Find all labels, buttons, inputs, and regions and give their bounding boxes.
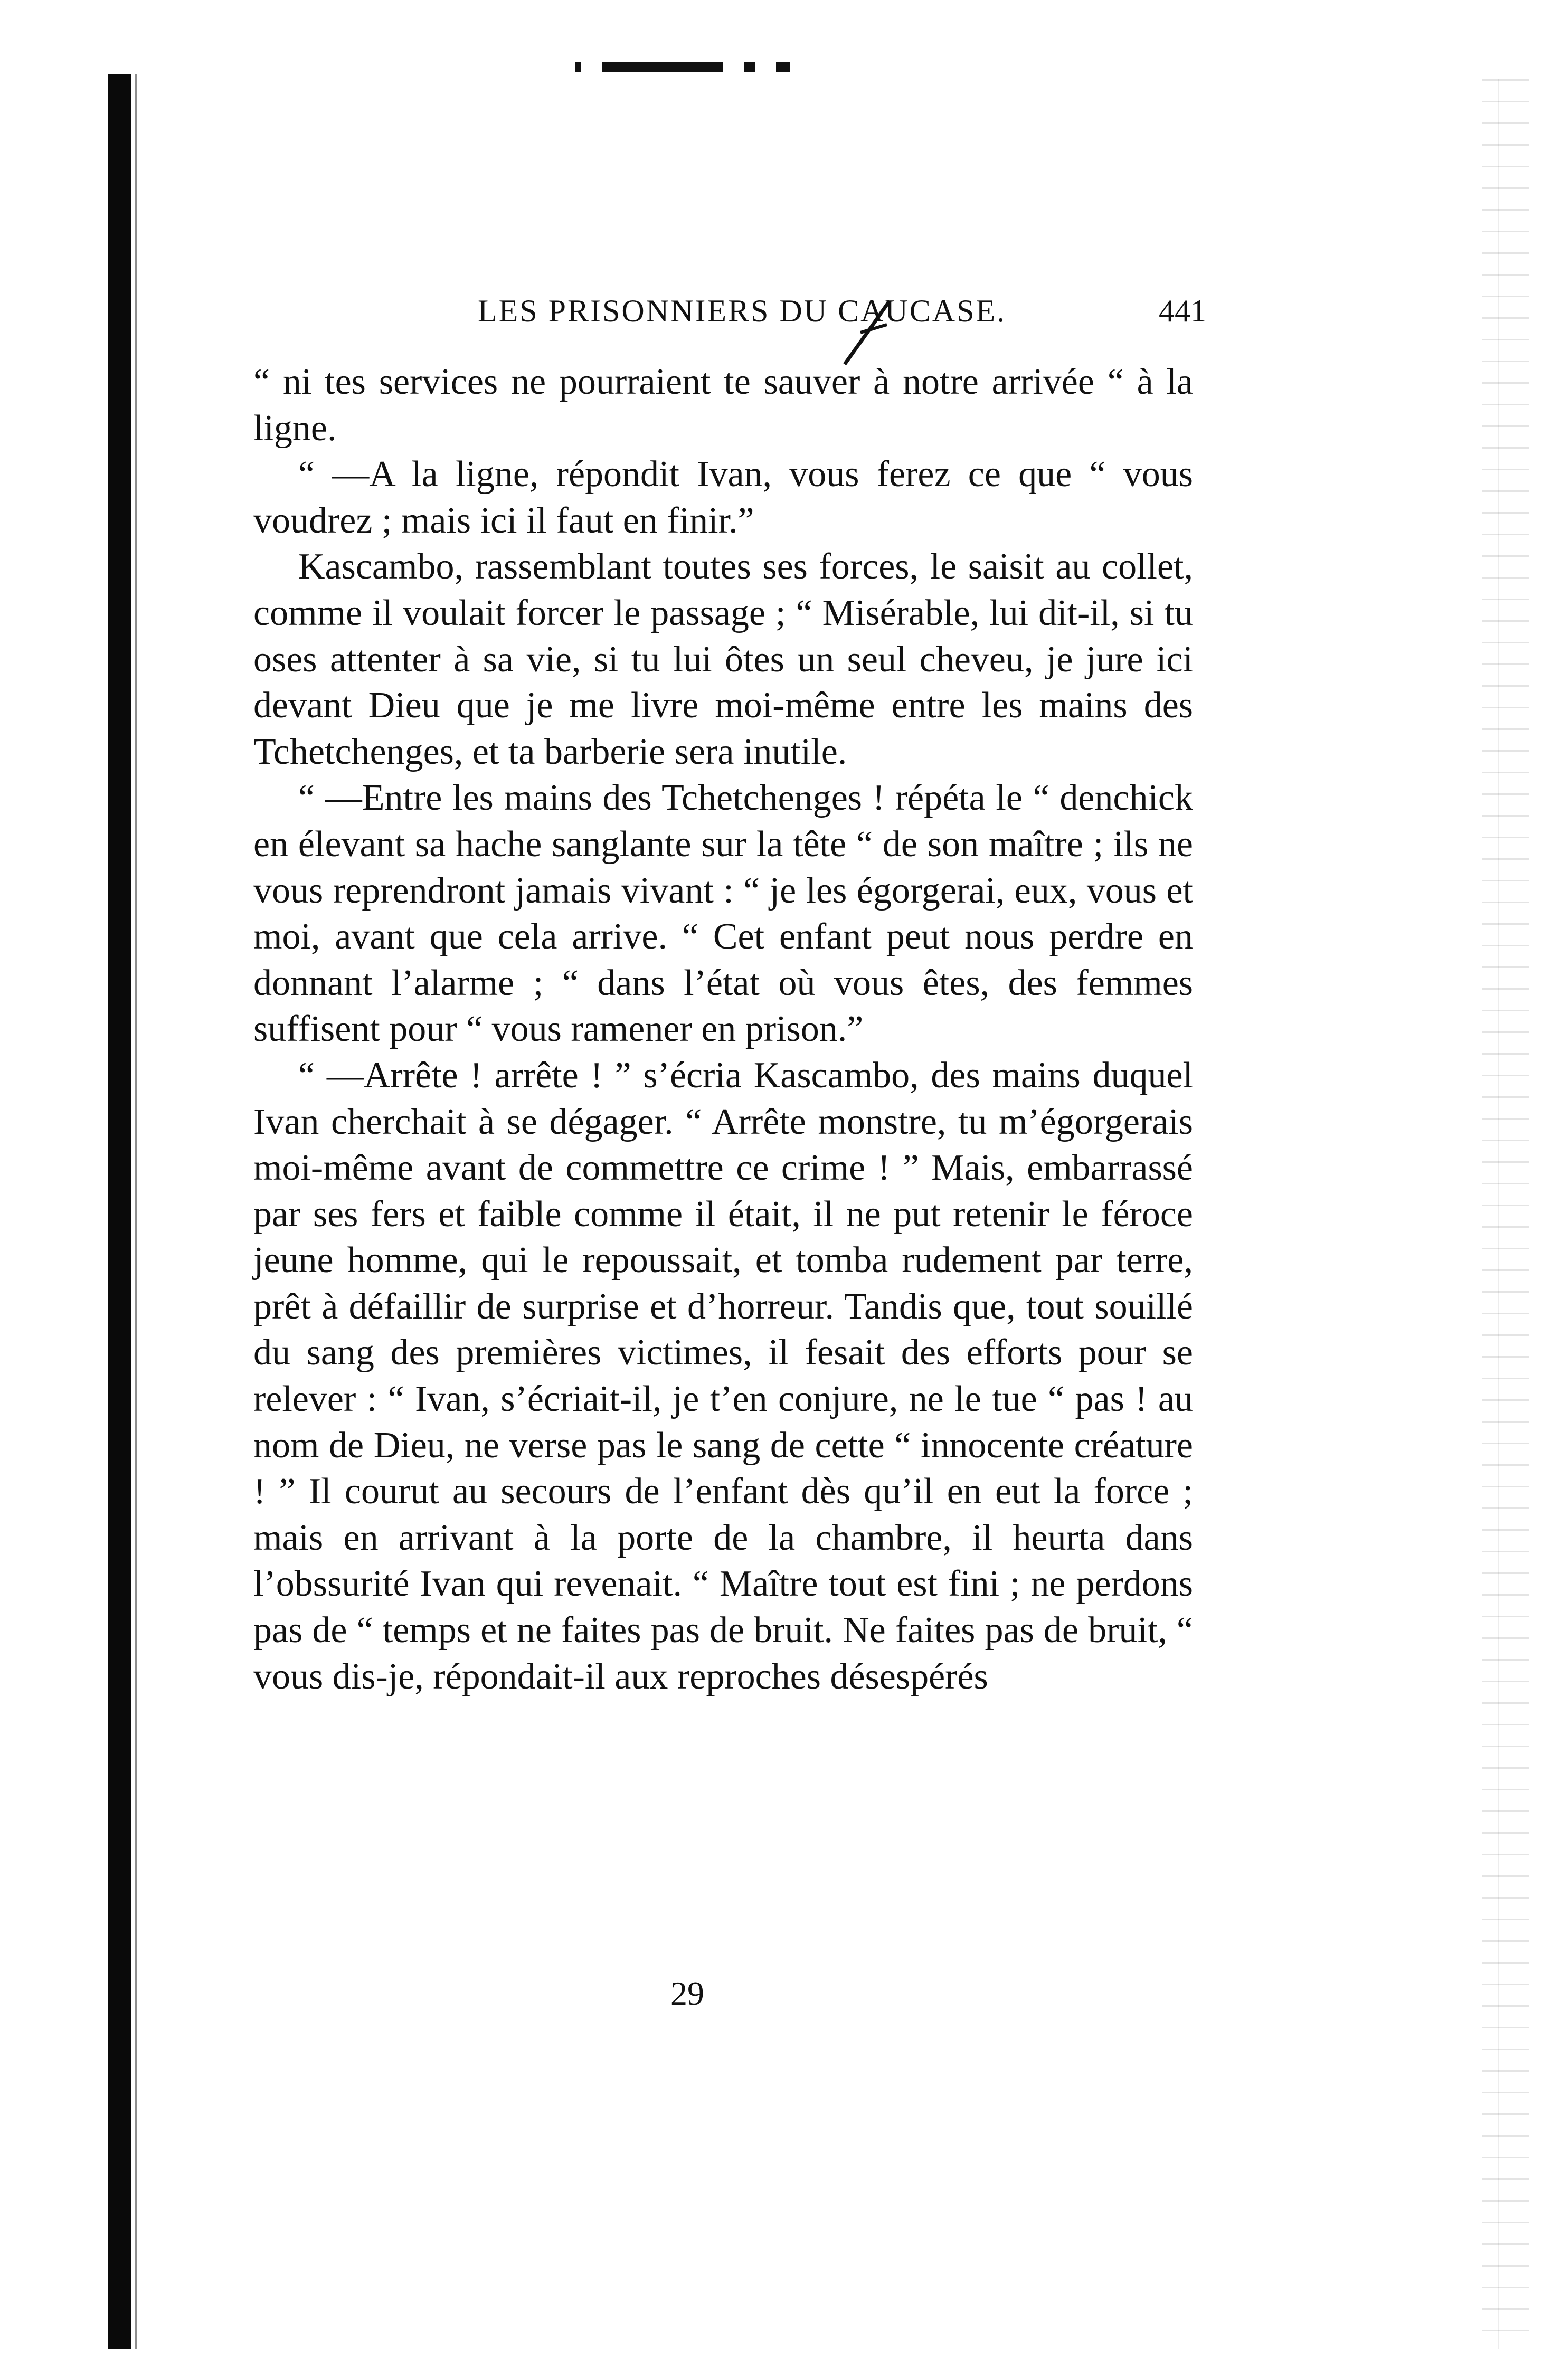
body-text xyxy=(253,359,1193,1700)
page-number: 441 xyxy=(1159,293,1206,328)
pen-mark-icon xyxy=(839,296,897,369)
paragraph: Kascambo, rassemblant toutes ses forces, le saisit au collet, comme il voulait forcer le passage ; “ Misérable, lui dit-il, si tu oses attenter à sa vie, si tu lui ôtes un seul cheveu, je jure ici devant Dieu que je me livre moi-même entre les mains des Tchetchenges, et ta barberie sera inutile. xyxy=(253,546,1193,772)
printer-marks xyxy=(575,61,790,73)
paragraph: “ —Arrête ! arrête ! ” s’écria Kascambo, des mains duquel Ivan cherchait à se dégager. “ Arrête monstre, tu m’égorgerais moi-même avant de commettre ce crime ! ” Mais, embarrassé par ses fers et faible comme il était, il ne put retenir le féroce jeune homme, qui le repoussait, et tomba rudement par terre, prêt à défaillir de surprise et d’horreur. Tandis que, tout souillé du sang des premières victimes, il fesait des efforts pour se relever : “ Ivan, s’écriait-il, je t’en conjure, ne le tue “ pas ! au nom de Dieu, ne verse pas le sang de cette “ innocente créature ! ” Il courut au secours de l’enfant dès qu’il en eut la force ; mais en arrivant à la porte de la chambre, il heurta dans l’obssurité Ivan qui revenait. “ Maître tout est fini ; ne perdons pas de “ temps et ne faites pas de bruit. Ne faites pas de bruit, “ vous dis-je, répondait-il aux reproches désespérés xyxy=(253,1055,1193,1697)
running-title: LES PRISONNIERS DU CAUCASE. xyxy=(478,293,1007,328)
paragraph: “ —Entre les mains des Tchetchenges ! répéta le “ denchick en élevant sa hache sanglante sur la tête “ de son maître ; ils ne vous reprendront jamais vivant : “ je les égorgerai, eux, vous et moi, avant que cela arrive. “ Cet enfant peut nous perdre en donnant l’alarme ; “ dans l’état où vous êtes, des femmes suffisent pour “ vous ramener en prison.” xyxy=(253,777,1193,1050)
signature-folio: 29 xyxy=(670,1975,704,2012)
paragraph: “ —A la ligne, répondit Ivan, vous ferez ce que “ vous voudrez ; mais ici il faut en finir.” xyxy=(253,454,1193,541)
binding-edge xyxy=(108,74,131,2349)
paragraph: “ ni tes services ne pourraient te sauver à notre arrivée “ à la ligne. xyxy=(253,362,1193,449)
page-header xyxy=(261,293,1206,335)
binding-edge-shadow xyxy=(135,74,137,2349)
page-edge-noise xyxy=(1482,79,1529,2349)
